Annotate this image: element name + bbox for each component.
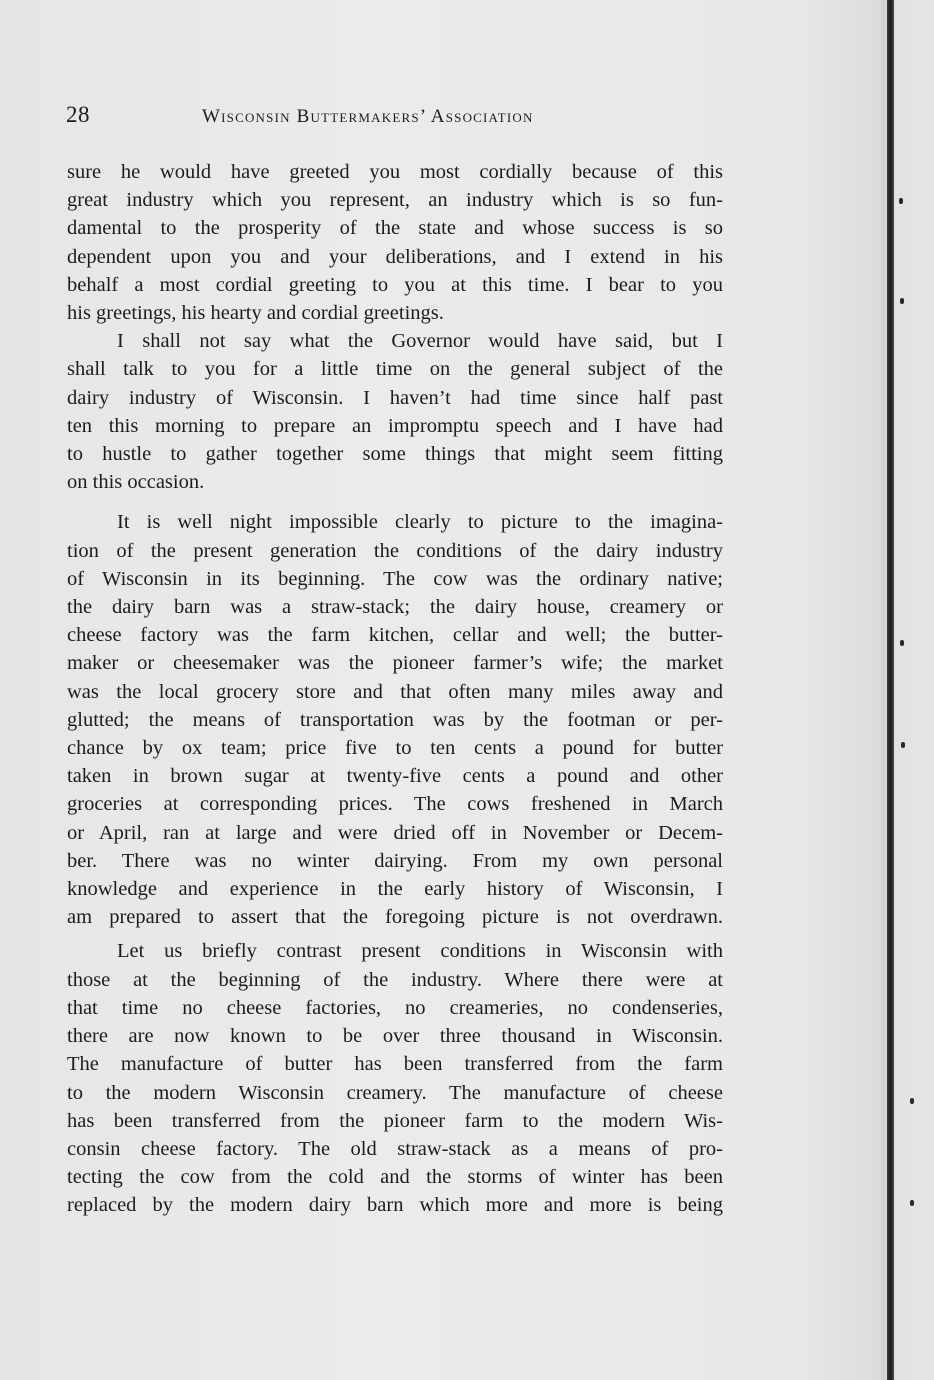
text-line: behalf a most cordial greeting to you at this time. I bear to you xyxy=(67,273,723,296)
text-line: Let us briefly contrast present conditions in Wisconsin with xyxy=(117,940,723,963)
text-line: or April, ran at large and were dried off in November or Decem- xyxy=(67,821,723,844)
binding-mark xyxy=(910,1200,914,1206)
paragraph-3 xyxy=(67,508,723,931)
text-line: of Wisconsin in its beginning. The cow was the ordinary native; xyxy=(67,567,723,590)
page-header xyxy=(66,100,726,134)
binding-mark xyxy=(899,198,903,204)
page-number: 28 xyxy=(66,102,90,127)
text-line: to hustle to gather together some things that might seem fitting xyxy=(67,443,723,466)
binding-mark xyxy=(910,1098,914,1104)
text-line: shall talk to you for a little time on the general subject of the xyxy=(67,358,723,381)
text-line: the dairy barn was a straw-stack; the dairy house, creamery or xyxy=(67,596,723,619)
text-line: I shall not say what the Governor would have said, but I xyxy=(117,330,723,353)
text-line: groceries at corresponding prices. The cows freshened in March xyxy=(67,793,723,816)
text-line: maker or cheesemaker was the pioneer farmer’s wife; the market xyxy=(67,652,723,675)
text-line: knowledge and experience in the early history of Wisconsin, I xyxy=(67,878,723,901)
running-head: Wisconsin Buttermakers’ Association xyxy=(202,106,534,127)
text-line: his greetings, his hearty and cordial greetings. xyxy=(67,302,444,325)
text-line: on this occasion. xyxy=(67,471,205,494)
binding-mark xyxy=(900,298,904,304)
text-line: The manufacture of butter has been transferred from the farm xyxy=(67,1053,723,1076)
text-line: damental to the prosperity of the state and whose success is so xyxy=(67,217,723,240)
text-line: am prepared to assert that the foregoing picture is not overdrawn. xyxy=(67,906,723,929)
text-line: tecting the cow from the cold and the storms of winter has been xyxy=(67,1166,723,1189)
paragraph-4 xyxy=(67,937,723,1219)
paragraph-2 xyxy=(67,327,723,496)
text-line: glutted; the means of transportation was by the footman or per- xyxy=(67,708,723,731)
text-line: chance by ox team; price five to ten cents a pound for butter xyxy=(67,737,723,760)
binding-mark xyxy=(901,742,905,748)
text-line: to the modern Wisconsin creamery. The manufacture of cheese xyxy=(67,1081,723,1104)
text-line: ten this morning to prepare an impromptu speech and I have had xyxy=(67,414,723,437)
text-line: replaced by the modern dairy barn which more and more is being xyxy=(67,1194,723,1217)
text-line: that time no cheese factories, no creameries, no condenseries, xyxy=(67,996,723,1019)
text-line: ber. There was no winter dairying. From my own personal xyxy=(67,849,723,872)
text-line: great industry which you represent, an industry which is so fun- xyxy=(67,189,723,212)
paragraph-1 xyxy=(67,158,723,327)
text-line: taken in brown sugar at twenty-five cents a pound and other xyxy=(67,765,723,788)
binding-shadow-line xyxy=(887,0,894,1380)
text-line: there are now known to be over three thousand in Wisconsin. xyxy=(67,1025,723,1048)
text-line: dairy industry of Wisconsin. I haven’t had time since half past xyxy=(67,386,723,409)
binding-mark xyxy=(900,640,904,646)
text-line: tion of the present generation the conditions of the dairy industry xyxy=(67,539,723,562)
text-line: sure he would have greeted you most cordially because of this xyxy=(67,161,723,183)
text-line: dependent upon you and your deliberations, and I extend in his xyxy=(67,245,723,268)
text-line: It is well night impossible clearly to picture to the imagina- xyxy=(117,511,723,534)
text-line: was the local grocery store and that often many miles away and xyxy=(67,680,723,703)
text-line: has been transferred from the pioneer farm to the modern Wis- xyxy=(67,1109,723,1132)
text-line: cheese factory was the farm kitchen, cellar and well; the butter- xyxy=(67,624,723,647)
text-line: consin cheese factory. The old straw-stack as a means of pro- xyxy=(67,1137,723,1160)
text-line: those at the beginning of the industry. Where there were at xyxy=(67,968,723,991)
body-text xyxy=(67,158,723,1220)
